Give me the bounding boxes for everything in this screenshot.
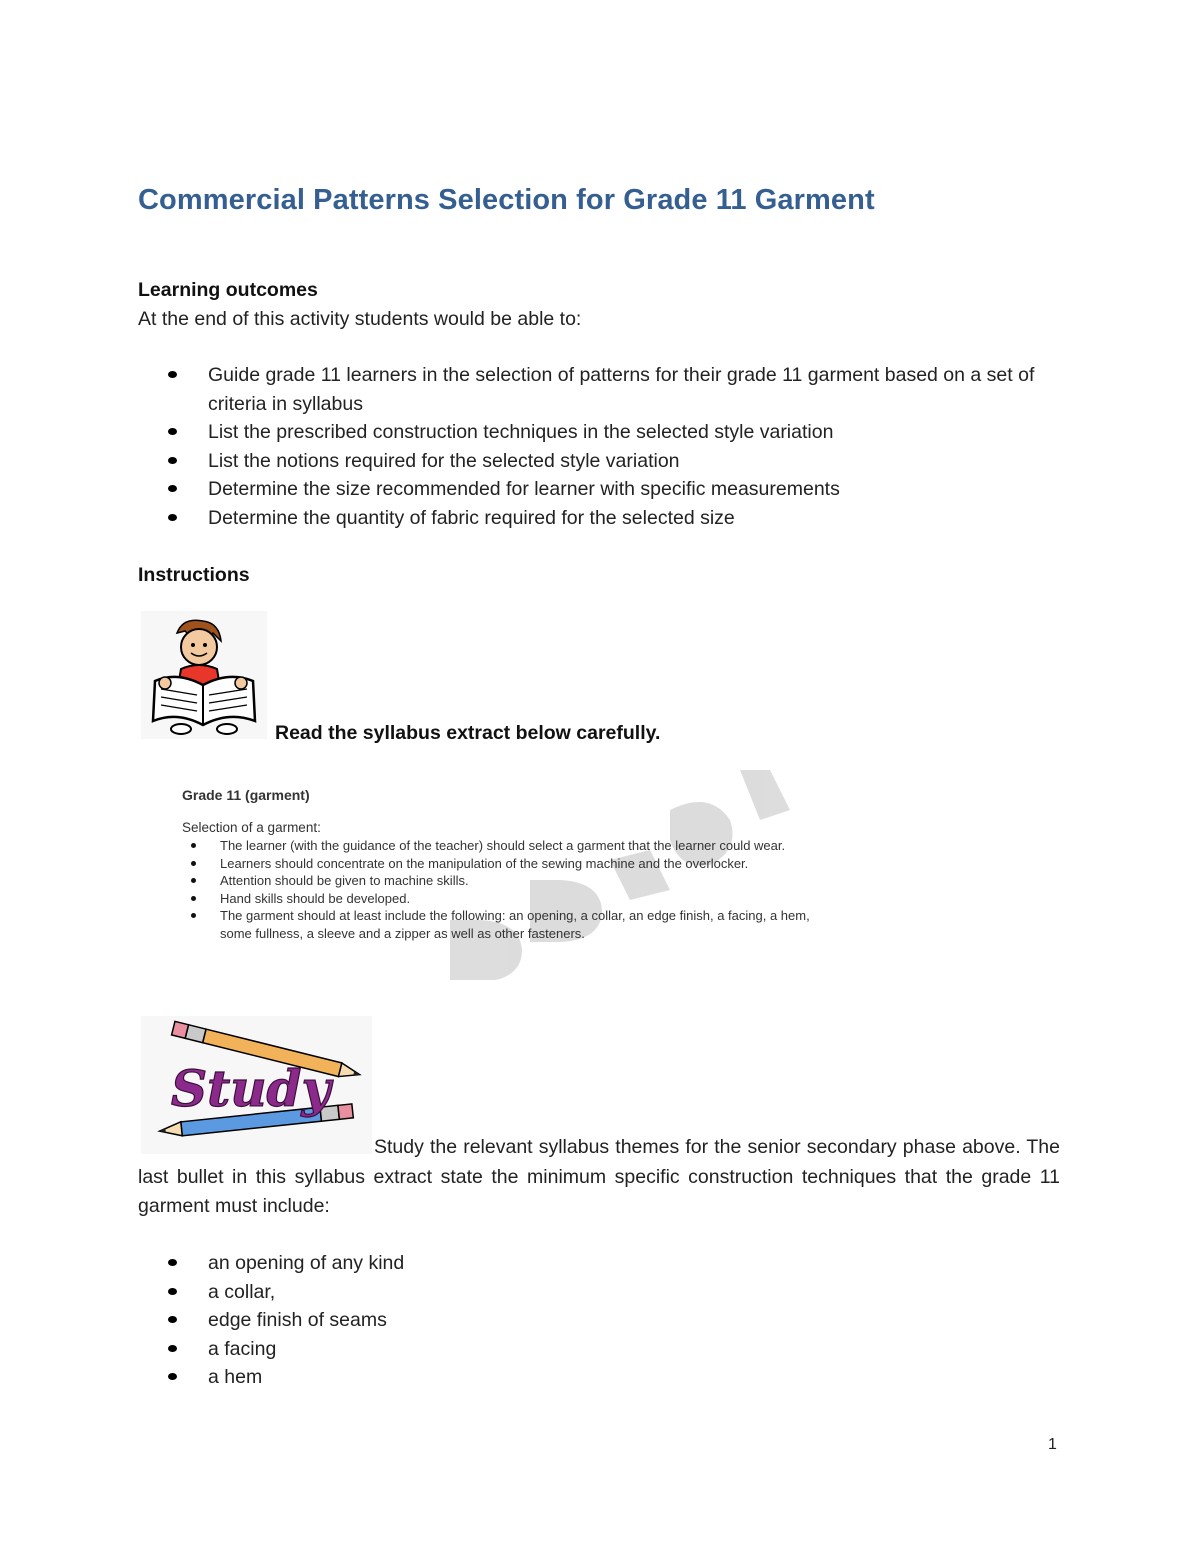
list-item-text: List the prescribed construction techniques in the selected style variation <box>208 421 834 444</box>
learning-outcomes-list <box>138 361 1068 533</box>
list-item <box>138 418 1068 447</box>
page-title: Commercial Patterns Selection for Grade 11 Garment <box>138 184 875 216</box>
study-paragraph: Study the relevant syllabus themes for the senior secondary phase above. The last bullet in this syllabus extract state the minimum specific construction techniques that the grade 11 garment must include: <box>138 1136 1060 1217</box>
read-instruction: Read the syllabus extract below carefully. <box>275 722 661 744</box>
list-item-text: Determine the quantity of fabric required for the selected size <box>208 506 735 529</box>
list-item-text: The garment should at least include the following: an opening, a collar, an edge finish, a facing, a hem, some fullness, a sleeve and a zipper as well as other fasteners. <box>220 908 810 941</box>
list-item-text: a facing <box>208 1337 277 1360</box>
list-item <box>182 837 842 855</box>
list-item-text: Determine the size recommended for learner with specific measurements <box>208 478 840 501</box>
instructions-heading: Instructions <box>138 564 250 586</box>
list-item <box>182 890 842 908</box>
list-item <box>138 361 1068 418</box>
bullet-icon <box>168 371 177 378</box>
extract-list <box>182 837 842 942</box>
list-item <box>182 855 842 873</box>
list-item-text: Attention should be given to machine skills. <box>220 873 469 888</box>
construction-techniques-list <box>138 1249 1068 1392</box>
learning-outcomes-intro: At the end of this activity students would be able to: <box>138 308 582 330</box>
list-item <box>182 907 842 942</box>
list-item <box>138 447 1068 476</box>
list-item <box>182 872 842 890</box>
bullet-icon <box>168 1316 177 1323</box>
list-item-text: Hand skills should be developed. <box>220 890 411 906</box>
syllabus-extract <box>150 770 850 980</box>
page-number: 1 <box>1048 1436 1057 1453</box>
learning-outcomes-heading: Learning outcomes <box>138 279 318 301</box>
list-item <box>138 475 1068 504</box>
list-item-text: Guide grade 11 learners in the selection of patterns for their grade 11 garment based on a set of criteria in syllabus <box>208 364 1035 415</box>
bullet-icon <box>168 1288 177 1295</box>
study-word: Study <box>171 1059 331 1118</box>
bullet-icon <box>191 913 196 918</box>
list-item-text: The learner (with the guidance of the teacher) should select a garment that the learner could wear. <box>220 838 786 853</box>
list-item-text: an opening of any kind <box>208 1252 405 1274</box>
list-item-text: a hem <box>208 1366 263 1389</box>
list-item-text: edge finish of seams <box>208 1309 387 1332</box>
bullet-icon <box>168 1259 177 1266</box>
bullet-icon <box>191 843 196 848</box>
bullet-icon <box>168 1373 177 1380</box>
list-item <box>138 1335 1068 1364</box>
list-item <box>138 1363 1068 1392</box>
extract-title: Grade 11 (garment) <box>182 787 310 803</box>
list-item <box>138 1249 1068 1278</box>
list-item <box>138 1306 1068 1335</box>
bullet-icon <box>168 1345 177 1352</box>
reading-child-icon <box>141 611 267 739</box>
bullet-icon <box>191 896 196 901</box>
bullet-icon <box>168 514 177 521</box>
extract-subtitle: Selection of a garment: <box>182 820 321 835</box>
bullet-icon <box>168 457 177 464</box>
bullet-icon <box>191 861 196 866</box>
list-item-text: a collar, <box>208 1280 276 1303</box>
list-item <box>138 1278 1068 1307</box>
list-item-text: List the notions required for the selected style variation <box>208 449 680 472</box>
list-item <box>138 504 1068 533</box>
list-item-text: Learners should concentrate on the manipulation of the sewing machine and the overlocker. <box>220 855 749 871</box>
bullet-icon <box>168 428 177 435</box>
bullet-icon <box>168 485 177 492</box>
bullet-icon <box>191 878 196 883</box>
